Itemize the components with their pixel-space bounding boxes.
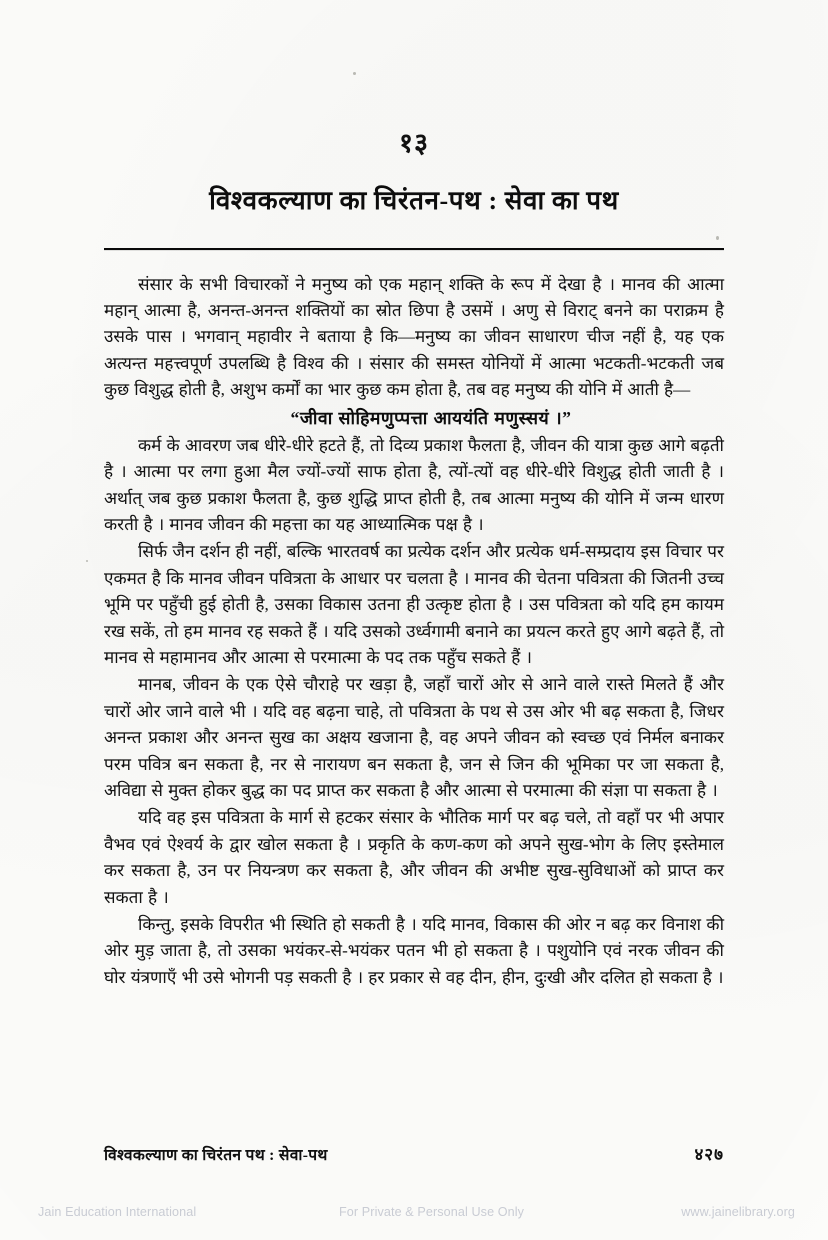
- running-footer-title: विश्वकल्याण का चिरंतन पथ : सेवा-पथ: [104, 1147, 328, 1164]
- library-website-url[interactable]: www.jainelibrary.org: [681, 1205, 795, 1219]
- scan-speck: [86, 560, 88, 562]
- body-text: [104, 272, 724, 992]
- title-divider: [104, 248, 724, 250]
- library-watermark-bar: [0, 1200, 828, 1240]
- paragraph: किन्तु, इसके विपरीत भी स्थिति हो सकती है । यदि मानव, विकास की ओर न बढ़ कर विनाश की ओर मुड़ जाता है, तो उसका भयंकर-से-भयंकर पतन भी हो सकता है । पशुयोनि एवं नरक जीवन की घोर यंत्रणाएँ भी उसे भोगनी पड़ सकती है । हर प्रकार से वह दीन, हीन, दुःखी और दलित हो सकता है ।: [104, 915, 724, 987]
- chapter-number: १३: [398, 128, 430, 158]
- paragraph: यदि वह इस पवित्रता के मार्ग से हटकर संसार के भौतिक मार्ग पर बढ़ चले, तो वहाँ पर भी अपार वैभव एवं ऐश्वर्य के द्वार खोल सकता है । प्रकृति के कण-कण को अपने सुख-भोग के लिए इस्तेमाल कर सकता है, उन पर नियन्त्रण कर सकता है, और जीवन की अभीष्ट सुख-सुविधाओं को प्राप्त कर सकता है ।: [104, 808, 724, 907]
- paragraph: कर्म के आवरण जब धीरे-धीरे हटते हैं, तो दिव्य प्रकाश फैलता है, जीवन की यात्रा कुछ आगे बढ़ती है । आत्मा पर लगा हुआ मैल ज्यों-ज्यों साफ होता है, त्यों-त्यों वह धीरे-धीरे विशुद्ध होती जाती है । अर्थात् जब कुछ प्रकाश फैलता है, कुछ शुद्धि प्राप्त होती है, तब आत्मा मनुष्य की योनि में जन्म धारण करती है । मानव जीवन की महत्ता का यह आध्यात्मिक पक्ष है ।: [104, 435, 724, 534]
- paragraph: मानब, जीवन के एक ऐसे चौराहे पर खड़ा है, जहाँ चारों ओर से आने वाले रास्ते मिलते हैं और चारों ओर जाने वाले भी । यदि वह बढ़ना चाहे, तो पवित्रता के पथ से उस ओर भी बढ़ सकता है, जिधर अनन्त प्रकाश और अनन्त सुख का अक्षय खजाना है, वह अपने जीवन को स्वच्छ एवं निर्मल बनाकर परम पवित्र बन सकता है, नर से नारायण बन सकता है, जन से जिन की भूमिका पर जा सकता है, अविद्या से मुक्त होकर बुद्ध का पद प्राप्त कर सकता है और आत्मा से परमात्मा की संज्ञा पा सकता है ।: [104, 675, 724, 800]
- running-footer: [104, 1142, 724, 1165]
- quoted-verse: “जीवा सोहिमणुप्पत्ता आययंति मणुस्सयं ।”: [290, 407, 572, 428]
- paragraph: सिर्फ जैन दर्शन ही नहीं, बल्कि भारतवर्ष का प्रत्येक दर्शन और प्रत्येक धर्म-सम्प्रदाय इस विचार पर एकमत है कि मानव जीवन पवित्रता के आधार पर चलता है । मानव की चेतना पवित्रता की जितनी उच्च भूमि पर पहुँची हुई होती है, उसका विकास उतना ही उत्कृष्ट होता है । उस पवित्रता को यदि हम कायम रख सकें, तो हम मानव रह सकते हैं । यदि उसको उर्ध्वगामी बनाने का प्रयत्न करते हुए आगे बढ़ते हैं, तो मानव से महामानव और आत्मा से परमात्मा के पद तक पहुँच सकते हैं ।: [104, 542, 724, 667]
- paragraph: संसार के सभी विचारकों ने मनुष्य को एक महान् शक्ति के रूप में देखा है । मानव की आत्मा महान् आत्मा है, अनन्त-अनन्त शक्तियों का स्रोत छिपा है उसमें । अणु से विराट् बनने का पराक्रम है उसके पास । भगवान् महावीर ने बताया है कि—मनुष्य का जीवन साधारण चीज नहीं है, यह एक अत्यन्त महत्त्वपूर्ण उपलब्धि है विश्व की । संसार की समस्त योनियों में आत्मा भटकती-भटकती जब कुछ विशुद्ध होती है, अशुभ कर्मों का भार कुछ कम होता है, तब वह मनुष्य की योनि में आती है—: [104, 274, 724, 400]
- page-content: [104, 0, 724, 991]
- page-title: विश्वकल्याण का चिरंतन-पथ : सेवा का पथ: [209, 186, 619, 215]
- page-number: ४२७: [694, 1145, 724, 1164]
- library-attribution: Jain Education International: [38, 1205, 197, 1219]
- library-usage-notice: For Private & Personal Use Only: [339, 1205, 525, 1219]
